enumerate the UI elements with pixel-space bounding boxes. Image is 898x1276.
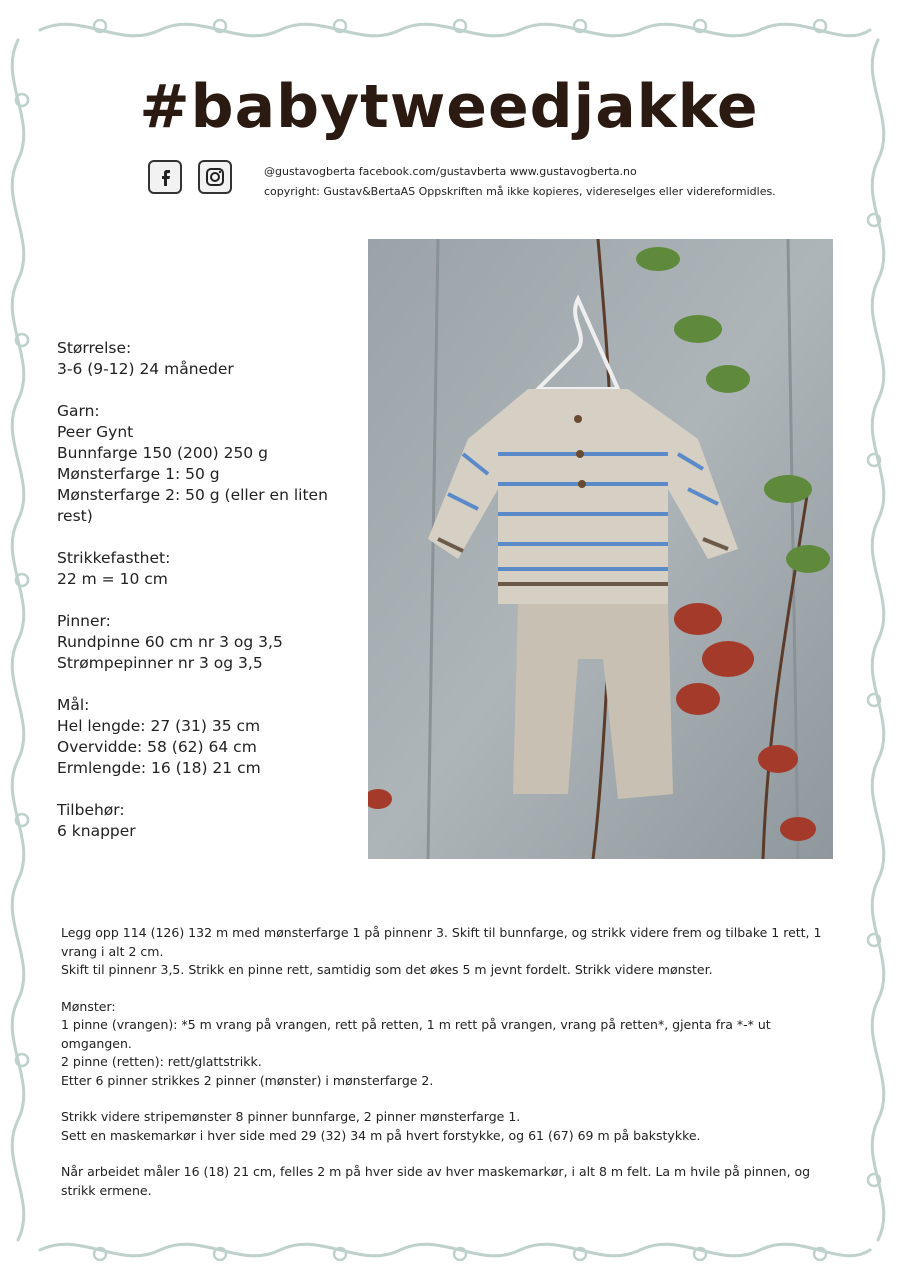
instruction-paragraph [61,998,841,1091]
spec-heading: Strikkefasthet: [57,549,171,567]
instruction-paragraph [61,924,841,980]
spec-heading: Garn: [57,402,100,420]
spec-gauge [57,548,357,590]
spec-value: Rundpinne 60 cm nr 3 og 3,5 [57,633,283,651]
instruction-line: Etter 6 pinner strikkes 2 pinner (mønster) i mønsterfarge 2. [61,1072,434,1088]
spec-heading: Tilbehør: [57,801,125,819]
instagram-icon[interactable] [198,160,232,194]
instruction-line: Strikk videre stripemønster 8 pinner bunnfarge, 2 pinner mønsterfarge 1. [61,1109,521,1124]
social-icons [148,160,232,194]
spec-heading: Mål: [57,696,90,714]
instruction-paragraph [61,1108,841,1145]
contact-links: @gustavogberta facebook.com/gustavberta www.gustavogberta.no [264,165,637,178]
copyright-notice: copyright: Gustav&BertaAS Oppskriften må ikke kopieres, videreselges eller videreformidles. [264,185,776,198]
spec-heading: Pinner: [57,612,111,630]
instruction-line: Skift til pinnenr 3,5. Strikk en pinne rett, samtidig som det økes 5 m jevnt fordelt. Strikk videre mønster. [61,962,713,977]
instruction-line: 1 pinne (vrangen): *5 m vrang på vrangen, rett på retten, 1 m rett på vrangen, vrang på retten*, gjenta fra *-* ut omgangen. [61,1017,771,1051]
spec-value: Peer Gynt [57,423,134,441]
facebook-icon[interactable] [148,160,182,194]
spec-notions [57,800,357,842]
spec-measurements [57,695,357,779]
spec-value: Strømpepinner nr 3 og 3,5 [57,654,263,672]
spec-needles [57,611,357,674]
instruction-line: Når arbeidet måler 16 (18) 21 cm, felles 2 m på hver side av hver maskemarkør, i alt 8 m felt. La m hvile på pinnen, og strikk ermene. [61,1164,811,1198]
spec-value: 22 m = 10 cm [57,570,168,588]
header-info [264,162,776,202]
spec-list [57,338,357,863]
spec-size [57,338,357,380]
spec-value: Mønsterfarge 2: 50 g (eller en liten rest) [57,486,328,525]
instruction-line: 2 pinne (retten): rett/glattstrikk. [61,1054,262,1069]
spec-value: Ermlengde: 16 (18) 21 cm [57,759,261,777]
spec-heading: Størrelse: [57,339,132,357]
instruction-paragraph [61,1163,841,1200]
page-title: #babytweedjakke [139,72,759,142]
instructions [61,924,841,1218]
spec-value: 3-6 (9-12) 24 måneder [57,360,234,378]
spec-value: 6 knapper [57,822,136,840]
instruction-line: Sett en maskemarkør i hver side med 29 (32) 34 m på hvert forstykke, og 61 (67) 69 m på bakstykke. [61,1127,701,1143]
instruction-line: Legg opp 114 (126) 132 m med mønsterfarge 1 på pinnenr 3. Skift til bunnfarge, og strikk videre frem og tilbake 1 rett, 1 vrang i alt 2 cm. [61,925,822,959]
spec-value: Overvidde: 58 (62) 64 cm [57,738,257,756]
spec-value: Mønsterfarge 1: 50 g [57,465,220,483]
spec-yarn [57,401,357,527]
spec-value: Hel lengde: 27 (31) 35 cm [57,717,261,735]
spec-value: Bunnfarge 150 (200) 250 g [57,444,268,462]
product-photo [368,239,833,859]
instruction-line: Mønster: [61,998,116,1014]
